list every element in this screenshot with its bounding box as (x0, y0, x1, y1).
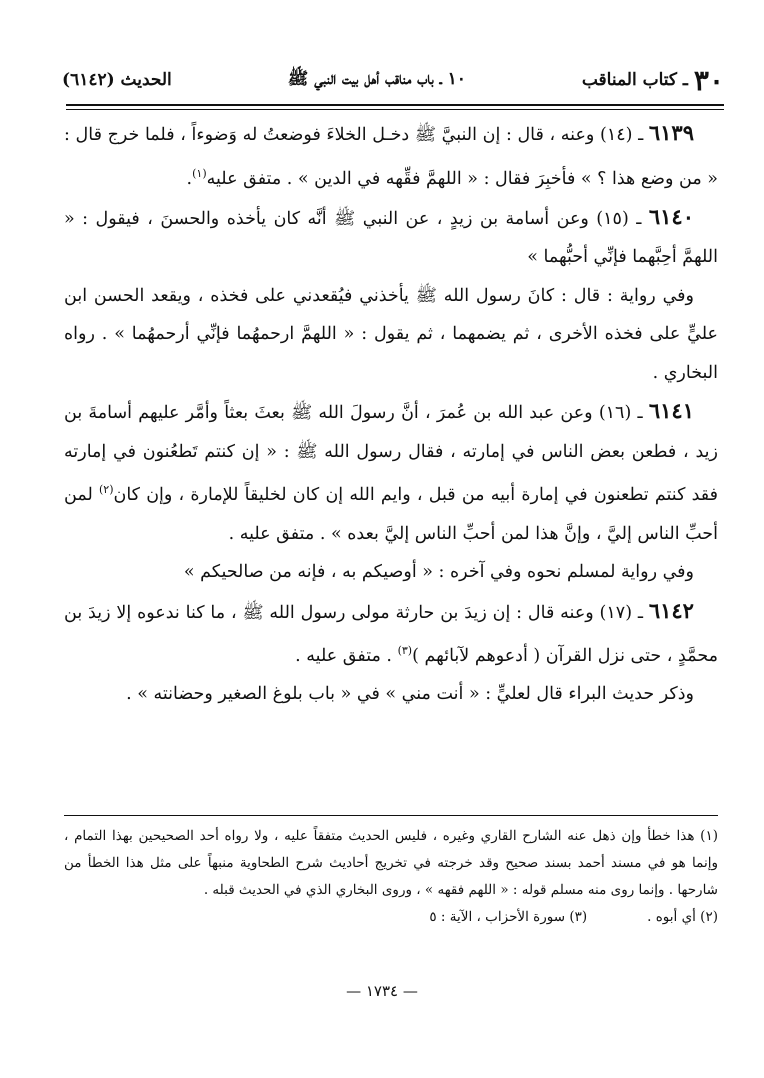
hadith-6141-variant (64, 553, 718, 592)
hadith-6142 (64, 592, 718, 676)
chapter-title: ١٠ ـ باب مناقب أهل بيت النبي ﷺ (287, 68, 466, 89)
footnote-ref: (١) (192, 166, 207, 180)
hadith-number: ٦١٤١ (648, 398, 694, 424)
book-title: ـ كتاب المناقب (581, 70, 688, 90)
footnote-ref: (٢) (98, 483, 114, 497)
hadith-6140-variant (64, 277, 718, 393)
footnote-1: (١) هذا خطأ وإن ذهل عنه الشارح القاري وغيره ، فليس الحديث متفقاً عليه ، ولا رواه أحد الصحيحين بهذا التمام ، وإنما هو في مسند أحمد بسند صحيح وقد خرجته في تخريج أحاديث شرح الطحاوية منبهاً على مثل هذا الخطأ من شارحها . وإنما روى منه مسلم قوله : « اللهم فقهه » ، وروى البخاري الذي في الحديث قبله . (64, 828, 718, 898)
header-book-group (582, 64, 724, 97)
footnote-3: (٣) سورة الأحزاب ، الآية : ٥ (429, 909, 588, 925)
hadith-text: ـ (١٥) وعن أسامة بن زيدٍ ، عن النبي ﷺ أنَّه كان يأخذه والحسنَ ، فيقول : « اللهمَّ أحِبَّهما فإنِّي أحبُّهما » (64, 208, 718, 268)
footnotes (64, 823, 718, 931)
hadith-text: ـ (١٧) وعنه قال : إن زيدَ بن حارثة مولى رسول الله ﷺ ، ما كنا ندعوه إلا زيدَ بن محمَّدٍ ، حتى نزل القرآن ( أدعوهم لآبائهم ) (64, 602, 718, 666)
part-number: ٣٠ (693, 63, 724, 97)
footnote-2: (٢) أي أبوه . (647, 909, 718, 925)
hadith-number: ٦١٤٠ (648, 203, 694, 229)
page-header (62, 60, 724, 100)
main-text (64, 114, 718, 714)
closing-note (64, 675, 718, 714)
hadith-text-continued: . متفق عليه . (295, 645, 392, 666)
hadith-variant-text: وفي رواية : قال : كانَ رسول الله ﷺ يأخذني فيُقعدني على فخذه ، ويقعد الحسن ابن عليٍّ على فخذه الأخرى ، ثم يضمهما ، ثم يقول : « اللهمَّ ارحمهُما فإنِّي أرحمهُما » . رواه البخاري . (64, 285, 718, 383)
hadith-number: ٦١٣٩ (648, 120, 694, 145)
footnote-row (64, 904, 718, 931)
hadith-variant-text: وفي رواية لمسلم نحوه وفي آخره : « أوصيكم به ، فإنه من صالحيكم » (183, 562, 694, 583)
hadith-number: ٦١٤٢ (648, 597, 694, 623)
hadith-text-continued: لمن أحبِّ الناس إليَّ ، وإنَّ هذا لمن أحبِّ الناس إليَّ بعده » . متفق عليه . (64, 485, 718, 544)
page-number: — ١٧٣٤ — (346, 982, 418, 1000)
hadith-range: الحديث (٦١٤٢) (62, 70, 172, 90)
hadith-6140 (64, 198, 718, 277)
header-divider (66, 104, 724, 110)
hadith-6141 (64, 392, 718, 553)
hadith-text: ـ (١٦) وعن عبد الله بن عُمرَ ، أنَّ رسولَ الله ﷺ بعثَ بعثاً وأمَّر عليهم أسامةَ بن زيد ، فطعن بعض الناس في إمارته ، فقال رسول الله ﷺ : « إن كنتم تَطعُنون في إمارته فقد كنتم تطعنون في إمارة أبيه من قبل ، وايم الله إن كان لخليقاً للإمارة ، وإن كان (64, 403, 718, 506)
closing-note-text: وذكر حديث البراء قال لعليٍّ : « أنت مني » في « باب بلوغ الصغير وحضانته » . (126, 684, 694, 705)
hadith-6139: ٦١٣٩ ـ (١٤) وعنه ، قال : إن النبيَّ ﷺ دخـل الخلاءَ فوضعتُ له وَضوءاً ، فلما خرج قال : « من وضع هذا ؟ » فأخبِرَ فقال : « اللهمَّ فقِّهه في الدين » . متفق عليه$^{(١)}$. (64, 120, 718, 189)
hadith-text: ـ (١٤) وعنه ، قال : إن النبيَّ ﷺ دخـل الخلاءَ فوضعتُ له وَضوءاً ، فلما خرج قال : « من وضع هذا ؟ » فأخبِرَ فقال : « اللهمَّ فقِّهه في الدين » . متفق عليه (64, 125, 718, 189)
footnote-ref: (٣) (397, 644, 413, 658)
footnote-divider (64, 815, 718, 816)
